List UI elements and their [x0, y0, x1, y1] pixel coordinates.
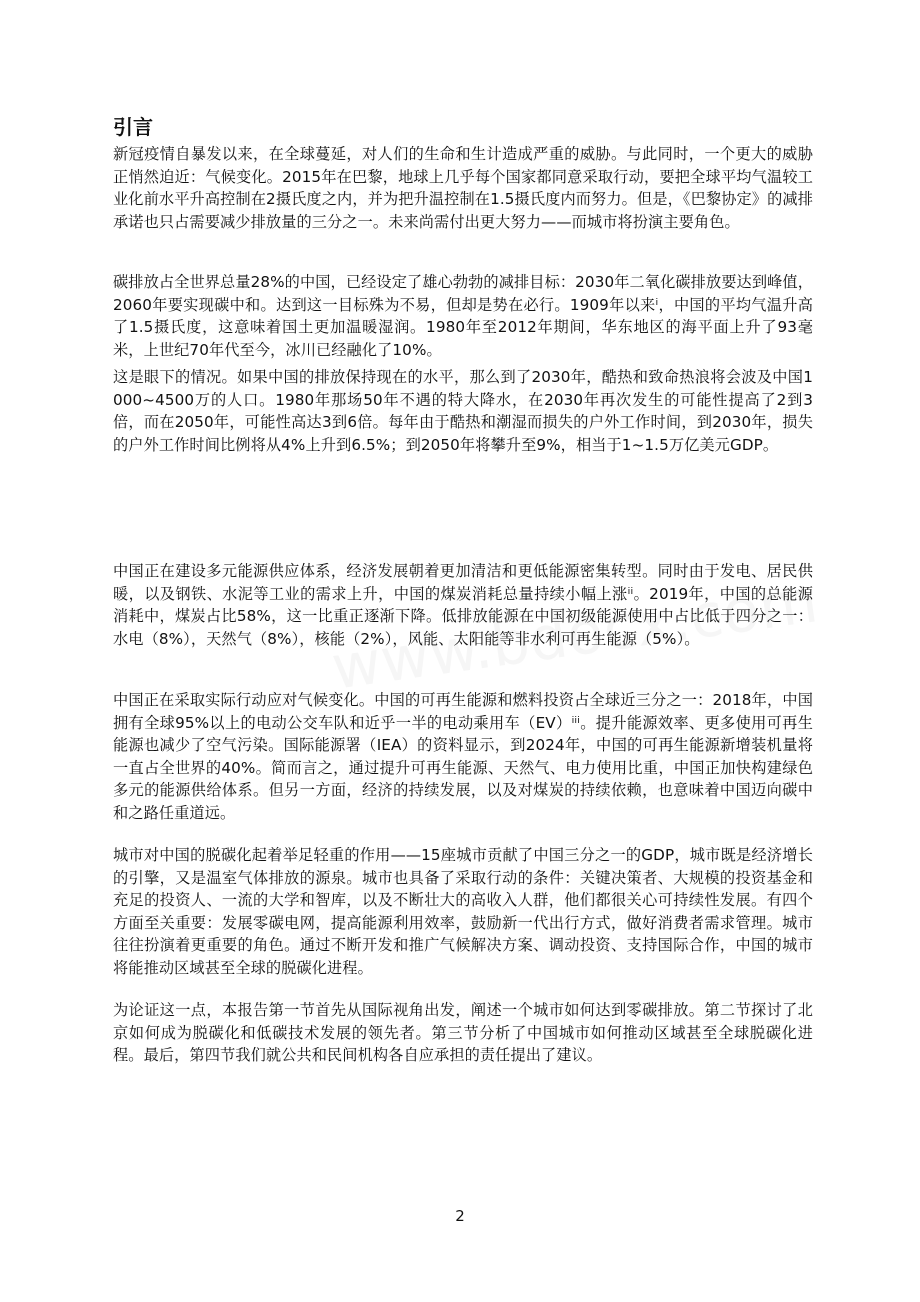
paragraph-7: 为论证这一点，本报告第一节首先从国际视角出发，阐述一个城市如何达到零碳排放。第二节探讨了北京如何成为脱碳化和低碳技术发展的领先者。第三节分析了中国城市如何推动区域甚至全球脱碳化进程。最后，第四节我们就公共和民间机构各自应承担的责任提出了建议。 — [113, 1001, 813, 1065]
section-heading: 引言 — [113, 115, 153, 139]
paragraph-4: 中国正在建设多元能源供应体系，经济发展朝着更加清洁和更低能源密集转型。同时由于发电、居民供暖，以及钢铁、水泥等工业的需求上升，中国的煤炭消耗总量持续小幅上涨ⁱⁱ。2019年，中国的总能源消耗中，煤炭占比58%，这一比重正逐渐下降。低排放能源在中国初级能源使用中占比低于四分之一：水电（8%），天然气（8%），核能（2%），风能、太阳能等非水利可再生能源（5%）。 — [113, 562, 813, 648]
paragraph-5: 中国正在采取实际行动应对气候变化。中国的可再生能源和燃料投资占全球近三分之一：2018年，中国拥有全球95%以上的电动公交车队和近乎一半的电动乘用车（EV）ⁱⁱⁱ。提升能源效率、更多使用可再生能源也减少了空气污染。国际能源署（IEA）的资料显示，到2024年，中国的可再生能源新增装机量将一直占全世界的40%。简而言之，通过提升可再生能源、天然气、电力使用比重，中国正加快构建绿色多元的能源供给体系。但另一方面，经济的持续发展，以及对煤炭的持续依赖，也意味着中国迈向碳中和之路任重道远。 — [113, 691, 813, 822]
page-number: 2 — [455, 1207, 465, 1225]
paragraph-1: 新冠疫情自暴发以来，在全球蔓延，对人们的生命和生计造成严重的威胁。与此同时，一个更大的威胁正悄然迫近：气候变化。2015年在巴黎，地球上几乎每个国家都同意采取行动，要把全球平均气温较工业化前水平升高控制在2摄氏度之内，并为把升温控制在1.5摄氏度内而努力。但是，《巴黎协定》的减排承诺也只占需要减少排放量的三分之一。未来尚需付出更大努力——而城市将扮演主要角色。 — [113, 145, 813, 231]
paragraph-2: 碳排放占全世界总量28%的中国，已经设定了雄心勃勃的减排目标：2030年二氧化碳排放要达到峰值，2060年要实现碳中和。达到这一目标殊为不易，但却是势在必行。1909年以来ⁱ，中国的平均气温升高了1.5摄氏度，这意味着国土更加温暖湿润。1980年至2012年期间，华东地区的海平面上升了93毫米，上世纪70年代至今，冰川已经融化了10%。 — [113, 273, 813, 359]
paragraph-6: 城市对中国的脱碳化起着举足轻重的作用——15座城市贡献了中国三分之一的GDP，城市既是经济增长的引擎，又是温室气体排放的源泉。城市也具备了采取行动的条件：关键决策者、大规模的投资基金和充足的投资人、一流的大学和智库，以及不断壮大的高收入人群，他们都很关心可持续性发展。有四个方面至关重要：发展零碳电网，提高能源利用效率，鼓励新一代出行方式，做好消费者需求管理。城市往往扮演着更重要的角色。通过不断开发和推广气候解决方案、调动投资、支持国际合作，中国的城市将能推动区域甚至全球的脱碳化进程。 — [113, 846, 813, 977]
paragraph-3: 这是眼下的情况。如果中国的排放保持现在的水平，那么到了2030年，酷热和致命热浪将会波及中国1000~4500万的人口。1980年那场50年不遇的特大降水，在2030年再次发生的可能性提高了2到3倍，而在2050年，可能性高达3到6倍。每年由于酷热和潮湿而损失的户外工作时间，到2030年，损失的户外工作时间比例将从4%上升到6.5%；到2050年将攀升至9%，相当于1~1.5万亿美元GDP。 — [113, 368, 813, 454]
